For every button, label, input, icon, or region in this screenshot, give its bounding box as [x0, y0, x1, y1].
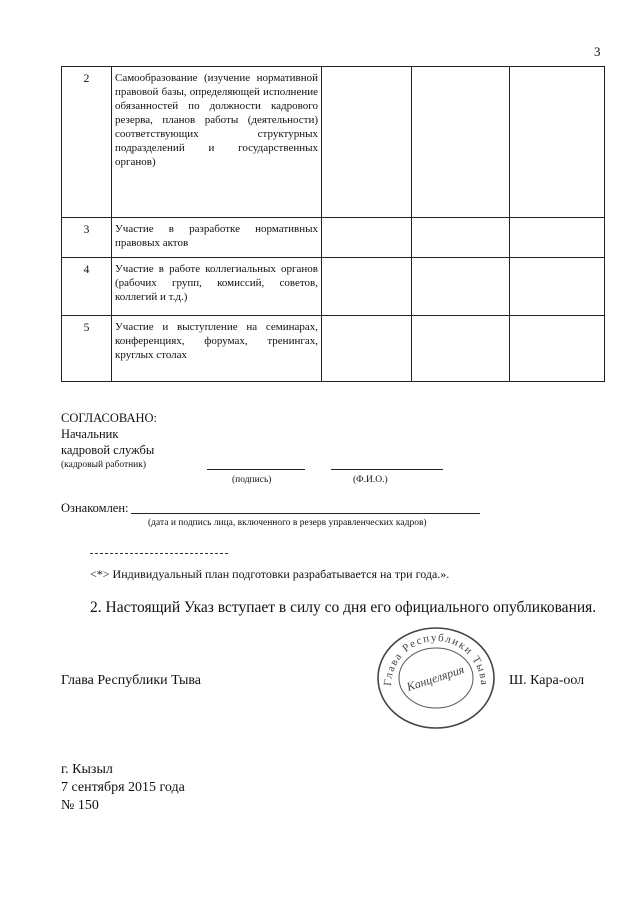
- decree-number: № 150: [61, 798, 99, 813]
- name-line: [331, 469, 443, 470]
- empty-cell: [510, 258, 605, 316]
- place-date-block: [61, 761, 185, 815]
- seal-inner-text: Канцелярия: [404, 662, 466, 694]
- empty-cell: [510, 316, 605, 382]
- row-description: Самообразование (изучение нормативной правовой базы, определяющей исполнение обязанностей по должности кадрового резерва, планов работы (деятельности) соответствующих структурных подразделений и государственных органов): [112, 67, 322, 218]
- row-number: 5: [62, 316, 112, 382]
- signatory-title: Глава Республики Тыва: [61, 673, 202, 688]
- row-number: 2: [62, 67, 112, 218]
- empty-cell: [510, 67, 605, 218]
- row-number: 4: [62, 258, 112, 316]
- agreed-position-note: (кадровый работник): [61, 460, 147, 470]
- seal-outer-text: Глава Республики Тыва: [381, 631, 491, 687]
- table-row: [62, 258, 605, 316]
- agreed-position-line2: кадровой службы: [61, 443, 155, 457]
- empty-cell: [412, 218, 510, 258]
- footnote-separator: [90, 553, 228, 554]
- official-seal: [369, 622, 503, 732]
- table-row: [62, 218, 605, 258]
- row-description: Участие в разработке нормативных правовых актов: [112, 218, 322, 258]
- city: г. Кызыл: [61, 762, 113, 777]
- acquainted-caption: (дата и подпись лица, включенного в резерв управленческих кадров): [148, 518, 427, 528]
- acquainted-line: [131, 513, 480, 514]
- table-row: [62, 316, 605, 382]
- page-number: 3: [594, 44, 601, 59]
- acquainted-label: Ознакомлен:: [61, 501, 129, 515]
- empty-cell: [412, 67, 510, 218]
- footnote: <*> Индивидуальный план подготовки разрабатывается на три года.».: [90, 567, 450, 581]
- empty-cell: [412, 258, 510, 316]
- empty-cell: [322, 316, 412, 382]
- empty-cell: [510, 218, 605, 258]
- empty-cell: [322, 67, 412, 218]
- empty-cell: [322, 258, 412, 316]
- row-description: Участие в работе коллегиальных органов (рабочих групп, комиссий, советов, коллегий и т.д.): [112, 258, 322, 316]
- name-caption: (Ф.И.О.): [353, 475, 388, 485]
- table-row: [62, 67, 605, 218]
- signature-line: [207, 469, 305, 470]
- decree-clause: 2. Настоящий Указ вступает в силу со дня его официального опубликования.: [90, 599, 597, 616]
- agreed-position-line1: Начальник: [61, 427, 119, 441]
- row-description: Участие и выступление на семинарах, конференциях, форумах, тренингах, круглых столах: [112, 316, 322, 382]
- signature-caption: (подпись): [232, 475, 272, 485]
- signatory-name: Ш. Кара-оол: [509, 673, 585, 688]
- empty-cell: [322, 218, 412, 258]
- training-plan-table: [61, 66, 605, 382]
- date: 7 сентября 2015 года: [61, 780, 185, 795]
- agreed-heading: СОГЛАСОВАНО:: [61, 411, 158, 425]
- row-number: 3: [62, 218, 112, 258]
- empty-cell: [412, 316, 510, 382]
